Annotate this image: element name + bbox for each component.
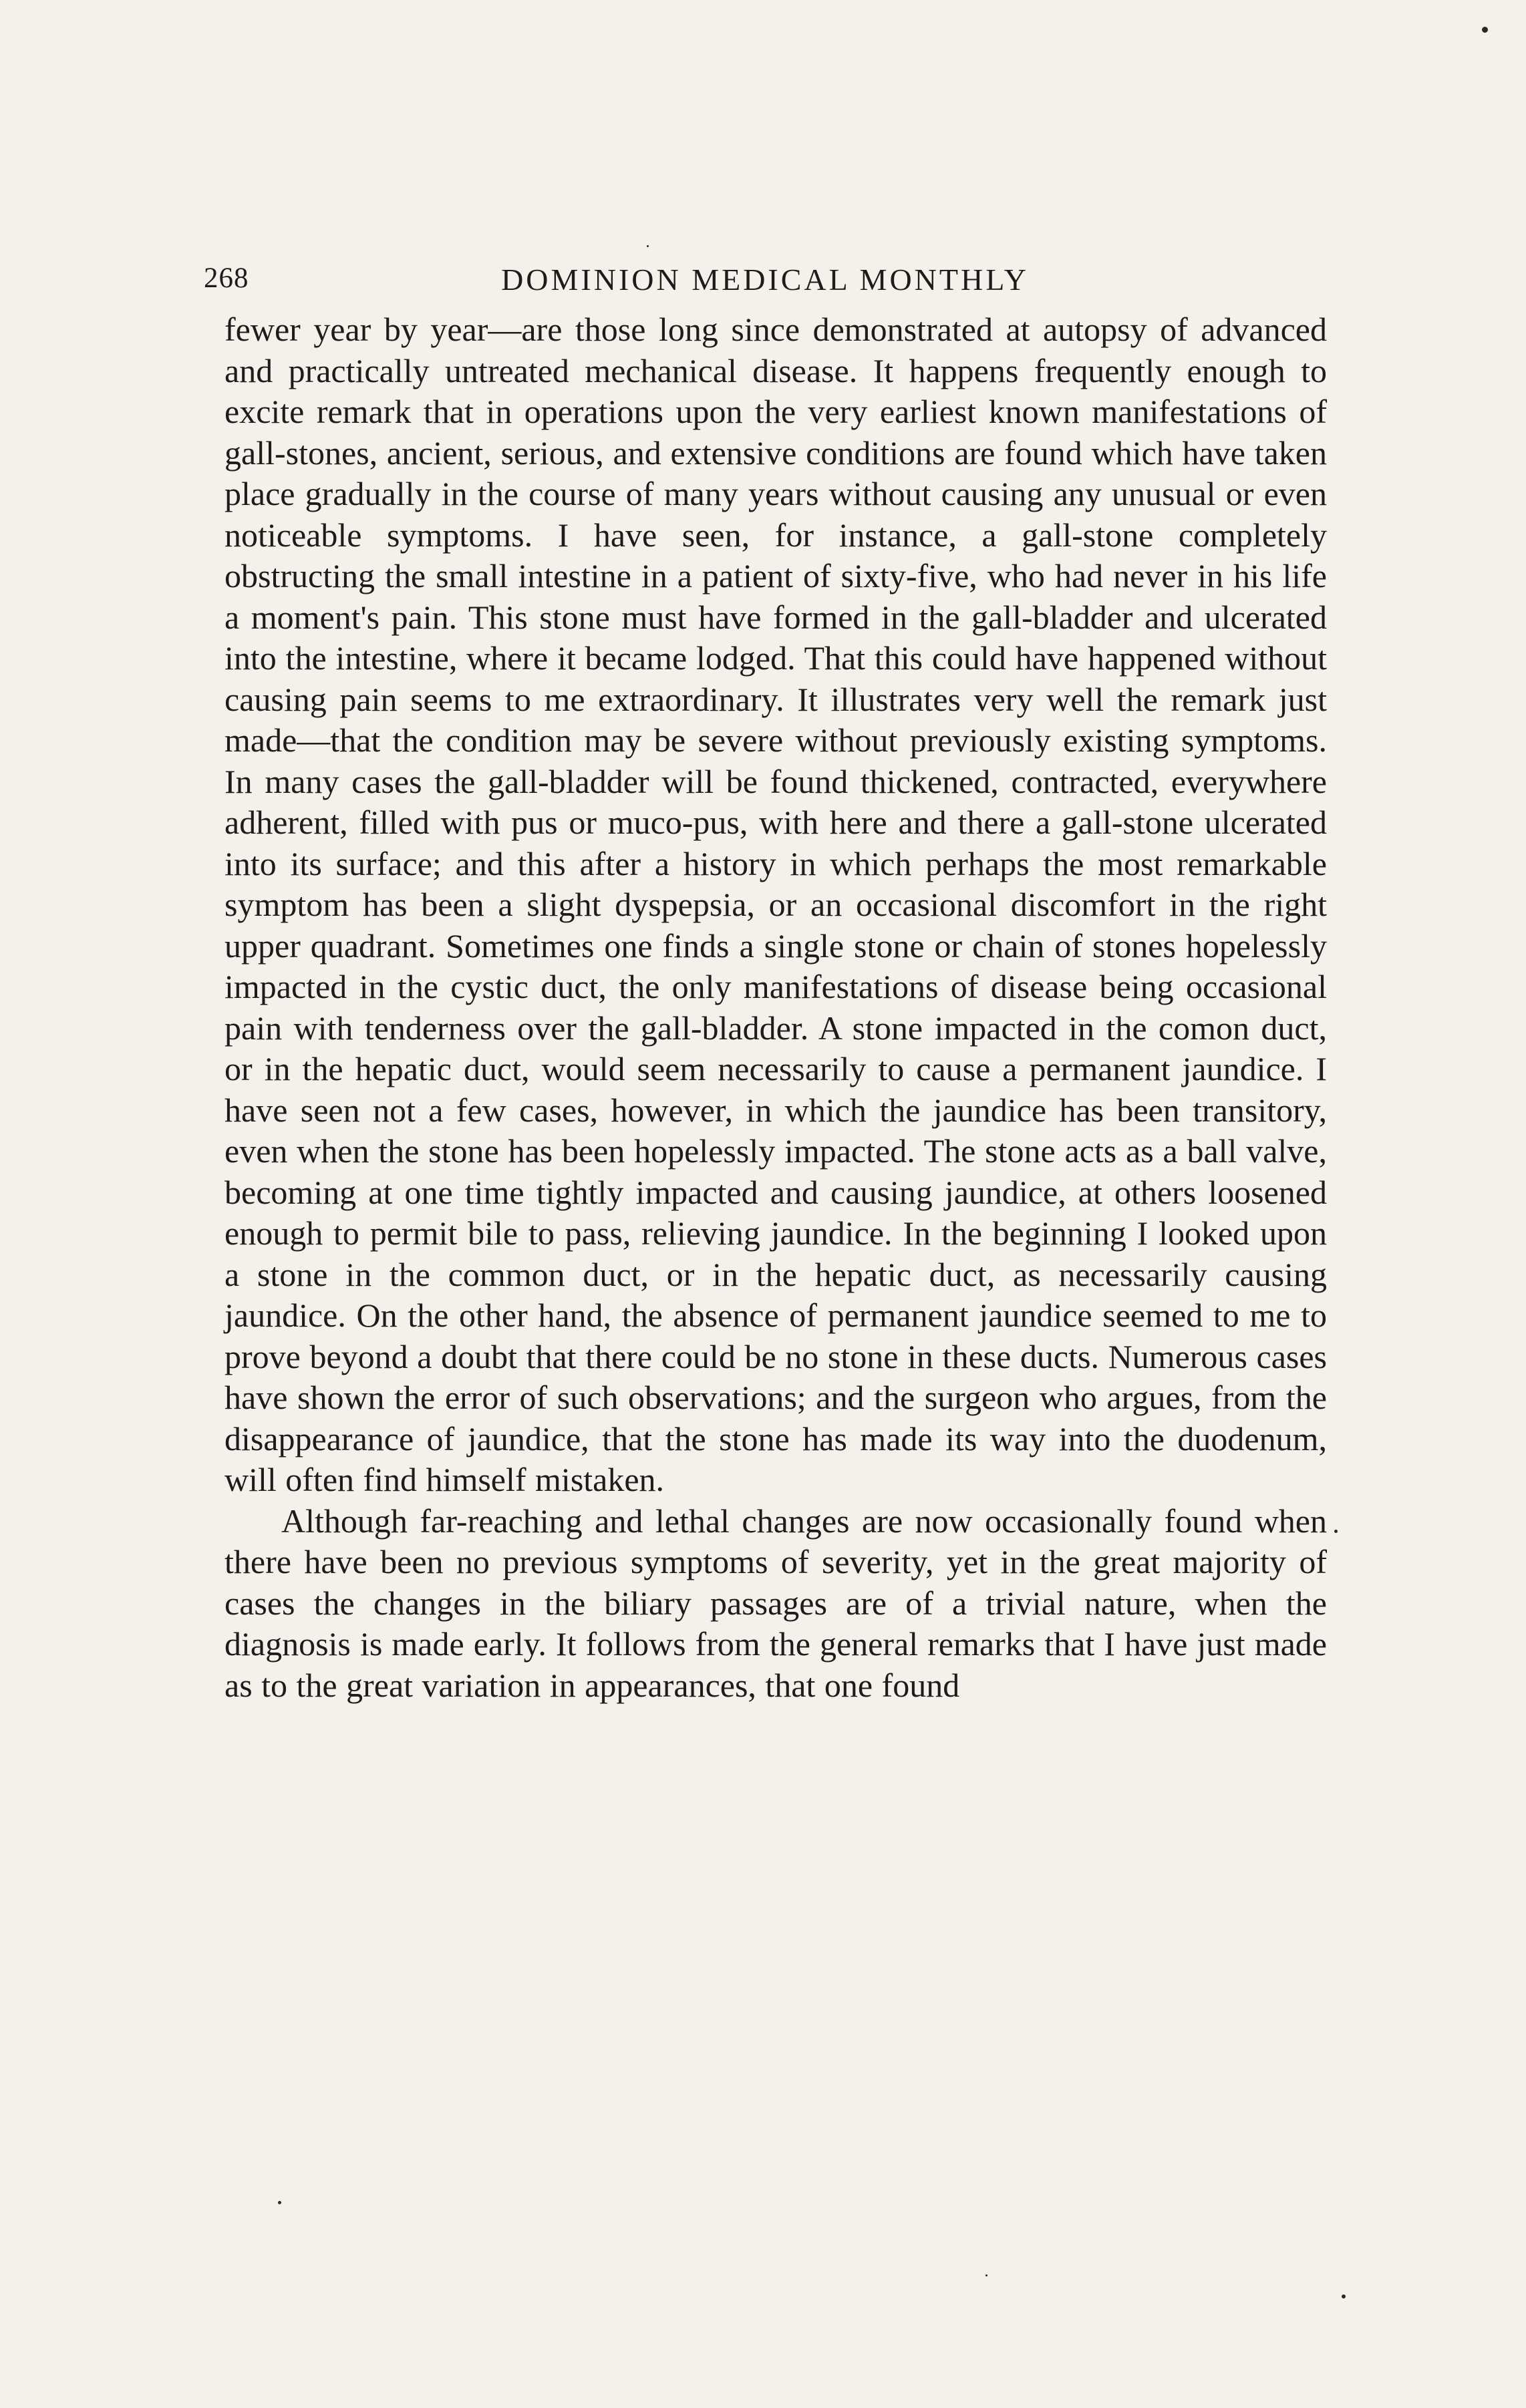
running-head: DOMINION MEDICAL MONTHLY <box>501 263 1029 297</box>
paragraph: Although far-reaching and lethal changes are now occasionally found when there have been no previous symptoms of severity, yet in the great majority of cases the changes in the biliary passages are of a trivial nature, when the diagnosis is made early. It follows from the general remarks that I have just made as to the great variation in appearances, that one found <box>224 1502 1327 1704</box>
page-header <box>204 262 1326 302</box>
paragraph-continued: fewer year by year—are those long since demonstrated at autopsy of advanced and practically untreated mechanical disease. It happens frequently enough to excite remark that in operations upon the very earliest known manifestations of gall-stones, ancient, serious, and extensive conditions are found which have taken place gradually in the course of many years without causing any unusual or even noticeable symptoms. I have seen, for instance, a gall-stone completely obstructing the small intestine in a patient of sixty-five, who had never in his life a moment's pain. This stone must have formed in the gall-bladder and ulcerated into the intestine, where it became lodged. That this could have happened without causing pain seems to me extraordinary. It illustrates very well the remark just made—that the condition may be severe without previously existing symptoms. In many cases the gall-bladder will be found thickened, contracted, everywhere adherent, filled with pus or muco-pus, with here and there a gall-stone ulcerated into its surface; and this after a history in which perhaps the most remarkable symptom has been a slight dyspepsia, or an occasional discomfort in the right upper quadrant. Sometimes one finds a single stone or chain of stones hopelessly impacted in the cystic duct, the only manifestations of disease being occasional pain with tenderness over the gall-bladder. A stone impacted in the comon duct, or in the hepatic duct, would seem necessarily to cause a permanent jaundice. I have seen not a few cases, however, in which the jaundice has been transitory, even when the stone has been hopelessly impacted. The stone acts as a ball valve, becoming at one time tightly impacted and causing jaundice, at others loosened enough to permit bile to pass, relieving jaundice. In the beginning I looked upon a stone in the common duct, or in the hepatic duct, as necessarily causing jaundice. On the other hand, the absence of permanent jaundice seemed to me to prove beyond a doubt that there could be no stone in these ducts. Numerous cases have shown the error of such observations; and the surgeon who argues, from the disappearance of jaundice, that the stone has made its way into the duodenum, will often find himself mistaken. <box>224 311 1327 1498</box>
scan-speck <box>1334 1530 1338 1533</box>
scan-speck <box>985 2274 987 2276</box>
scan-speck <box>1342 2294 1346 2298</box>
page-number: 268 <box>204 263 249 294</box>
scan-speck <box>278 2201 281 2204</box>
scan-speck <box>1482 27 1488 33</box>
scan-speck <box>647 245 649 247</box>
body-text <box>224 309 1327 1706</box>
